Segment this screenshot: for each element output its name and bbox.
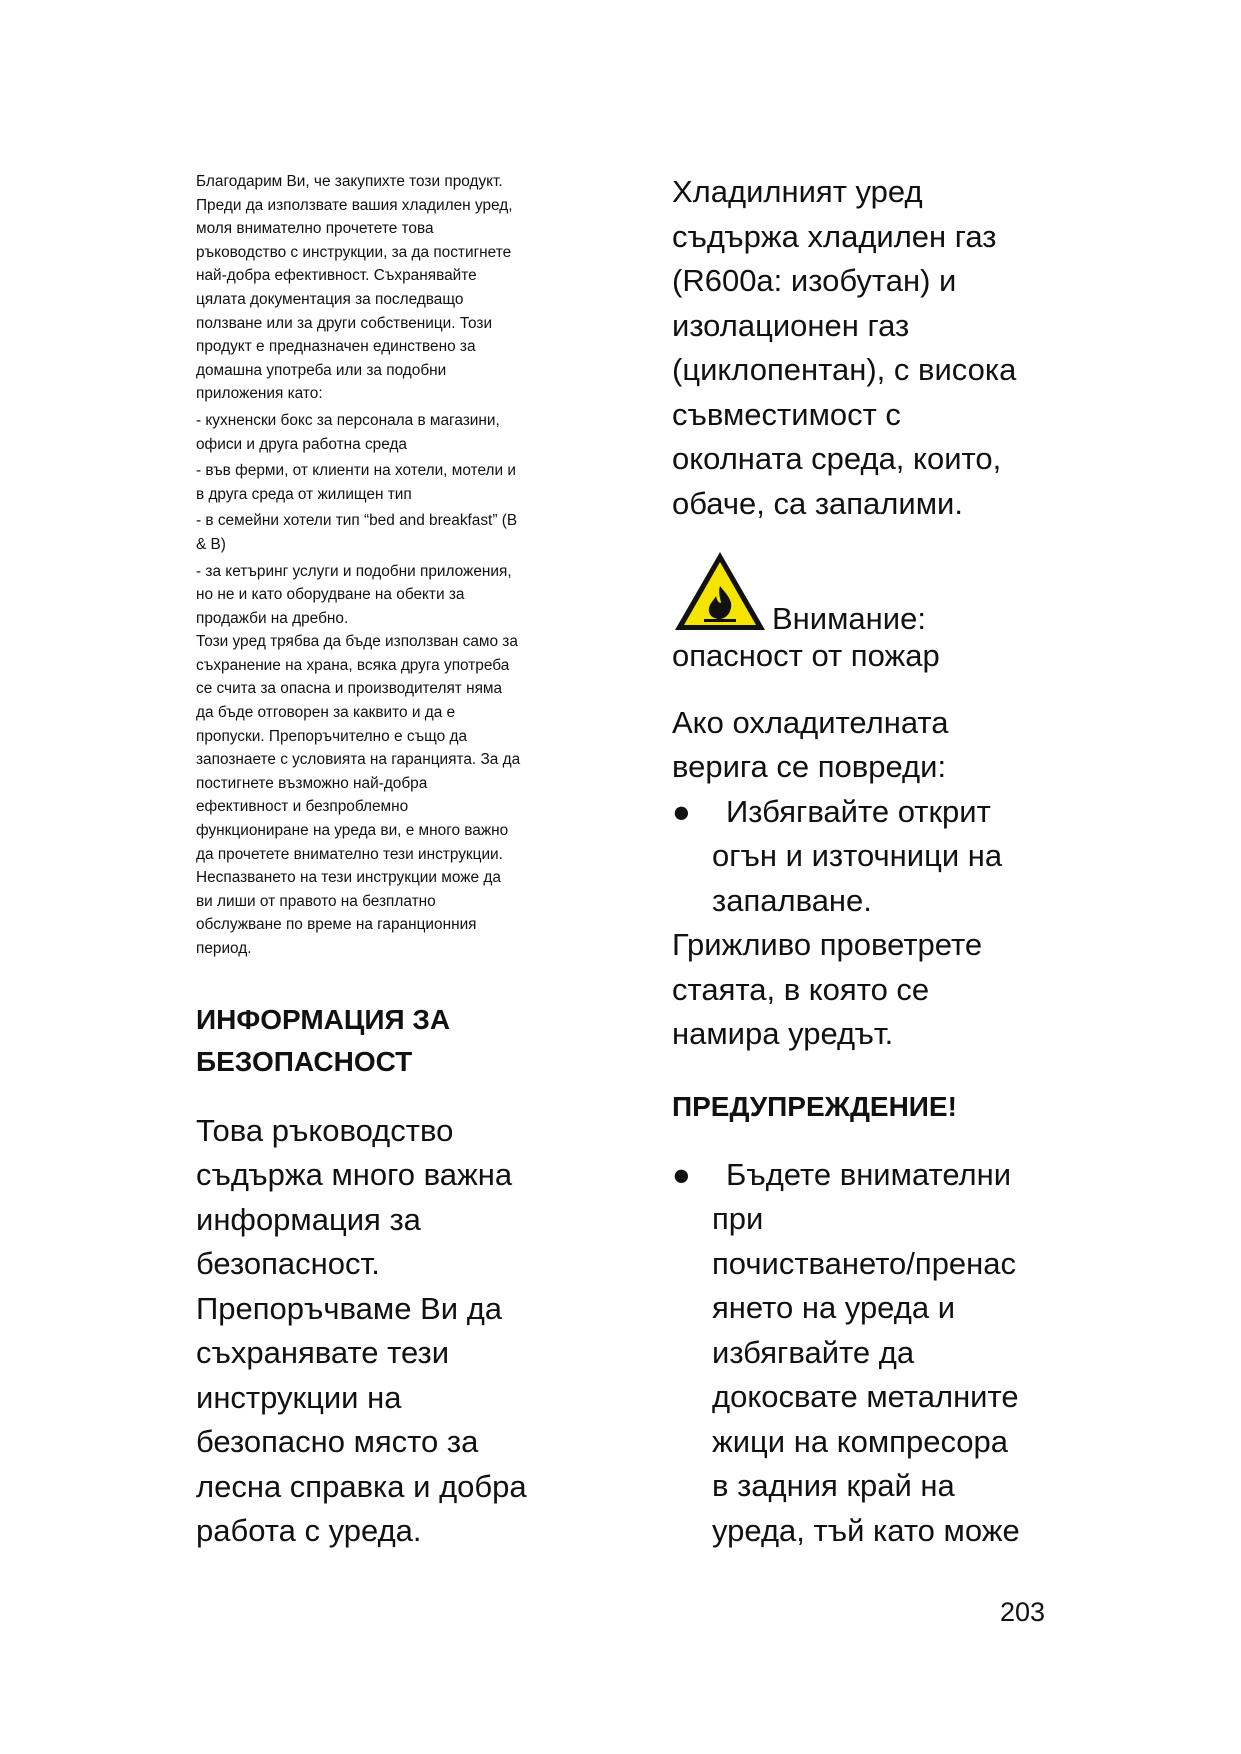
intro-line: най-добра ефективност. Съхранявайте <box>196 267 477 285</box>
safety-body-line: Това ръководство <box>196 1112 454 1148</box>
intro-line: моля внимателно прочетете това <box>196 220 434 238</box>
left-column <box>196 170 576 1554</box>
list-item-line: - във ферми, от клиенти на хотели, мотели и <box>196 462 516 480</box>
bullet-line: янето на уреда и <box>712 1290 956 1325</box>
circuit-info <box>672 701 1072 790</box>
usage-line: период. <box>196 940 252 957</box>
intro-line: домашна употреба или за подобни <box>196 361 447 379</box>
safety-body-line: информация за <box>196 1201 421 1237</box>
bullet-line: Избягвайте открит <box>726 793 991 829</box>
safety-body-line: безопасност. <box>196 1246 380 1282</box>
intro-line: Благодарим Ви, че закупихте този продукт. <box>196 173 503 190</box>
bullet-line: огън и източници на <box>712 838 1003 873</box>
bullet-icon: ● <box>672 1156 691 1192</box>
usage-line: се счита за опасна и производителят няма <box>196 680 503 698</box>
gas-info-line: Хладилният уред <box>672 174 923 209</box>
usage-line: ви лиши от правото на безплатно <box>196 892 436 910</box>
intro-text <box>196 170 576 961</box>
safety-body-line: съхранявате тези <box>196 1335 450 1371</box>
bullet-item-open-fire <box>672 790 1072 924</box>
bullet-line: избягвайте да <box>712 1334 915 1370</box>
bullet-line: докосвате металните <box>712 1379 1019 1414</box>
usage-line: ефективност и безпроблемно <box>196 798 409 816</box>
flammable-warning-icon <box>672 548 768 634</box>
bullet-line: при <box>712 1201 764 1236</box>
bullet-line: уреда, тъй като може <box>712 1512 1020 1548</box>
gas-info-line: обаче, са запалими. <box>672 485 963 521</box>
intro-line: продукт е предназначен единствено за <box>196 338 476 356</box>
gas-info-line: изолационен газ <box>672 307 910 343</box>
safety-heading <box>196 999 576 1083</box>
safety-body <box>196 1109 576 1554</box>
gas-info-line: съдържа хладилен газ <box>672 218 997 254</box>
ventilate-line: стаята, в която се <box>672 971 930 1007</box>
list-item-line: - в семейни хотели тип “bed and breakfast” (B <box>196 512 518 530</box>
intro-line: ръководство с инструкции, за да постигнете <box>196 243 512 261</box>
usage-line: постигнете възможно най-добра <box>196 774 428 792</box>
gas-info-line: (циклопентан), с висока <box>672 352 1017 387</box>
usage-line: пропуски. Препоръчително е също да <box>196 727 468 745</box>
page-number: 203 <box>1000 1597 1046 1627</box>
bullet-item-compressor <box>672 1153 1072 1554</box>
usage-line: запознаете с условията на гаранцията. За да <box>196 751 521 769</box>
list-item-line: & B) <box>196 535 226 553</box>
safety-body-line: безопасно място за <box>196 1424 479 1460</box>
list-item-line: в друга среда от жилищен тип <box>196 485 412 503</box>
intro-line: цялата документация за последващо <box>196 290 464 308</box>
intro-line: ползване или за други собственици. Този <box>196 314 493 332</box>
safety-body-line: инструкции на <box>196 1379 402 1415</box>
list-item-line: продажби на дребно. <box>196 609 349 627</box>
list-item-line: - за кетъринг услуги и подобни приложения, <box>196 562 512 580</box>
circuit-line: верига се повреди: <box>672 749 947 784</box>
usage-line: функциониране на уреда ви, е много важно <box>196 822 509 840</box>
list-item-line: - кухненски бокс за персонала в магазини, <box>196 411 500 429</box>
safety-heading-line: ИНФОРМАЦИЯ ЗА <box>196 1003 451 1035</box>
bullet-line: в задния край на <box>712 1468 955 1503</box>
safety-body-line: лесна справка и добра <box>196 1468 527 1504</box>
usage-line: да прочетете внимателно тези инструкции. <box>196 845 503 863</box>
usage-line: Неспазването на тези инструкции може да <box>196 869 501 887</box>
fire-warning <box>672 548 1072 634</box>
right-column <box>672 170 1072 1553</box>
usage-line: съхранение на храна, всяка друга употреба <box>196 656 510 674</box>
intro-line: приложения като: <box>196 385 323 403</box>
list-item-line: но не и като оборудване на обекти за <box>196 586 465 604</box>
gas-info-line: околната среда, които, <box>672 441 1002 476</box>
bullet-line: Бъдете внимателни <box>726 1156 1012 1192</box>
bullet-line: запалване. <box>712 882 872 918</box>
warning-heading: ПРЕДУПРЕЖДЕНИЕ! <box>672 1090 957 1122</box>
safety-body-line: работа с уреда. <box>196 1513 422 1549</box>
warning-title: Внимание: <box>772 601 926 636</box>
usage-line: да бъде отговорен за каквито и да е <box>196 704 456 722</box>
ventilate-line: намира уредът. <box>672 1016 894 1051</box>
gas-info <box>672 170 1072 526</box>
bullet-icon: ● <box>672 793 691 829</box>
warning-subtitle: опасност от пожар <box>672 638 940 673</box>
ventilate-info <box>672 923 1072 1057</box>
usage-line: Този уред трябва да бъде използван само за <box>196 633 518 651</box>
bullet-line: почистването/пренас <box>712 1245 1017 1281</box>
gas-info-line: съвместимост с <box>672 396 901 432</box>
list-item-line: офиси и друга работна среда <box>196 435 407 453</box>
safety-heading-line: БЕЗОПАСНОСТ <box>196 1045 413 1077</box>
safety-body-line: съдържа много важна <box>196 1157 513 1193</box>
bullet-line: жици на компресора <box>712 1423 1009 1459</box>
ventilate-line: Грижливо проветрете <box>672 927 983 962</box>
usage-line: обслужване по време на гаранционния <box>196 916 477 934</box>
gas-info-line: (R600a: изобутан) и <box>672 263 957 298</box>
circuit-line: Ако охладителната <box>672 704 949 740</box>
safety-body-line: Препоръчваме Ви да <box>196 1290 503 1326</box>
intro-line: Преди да използвате вашия хладилен уред, <box>196 196 513 214</box>
